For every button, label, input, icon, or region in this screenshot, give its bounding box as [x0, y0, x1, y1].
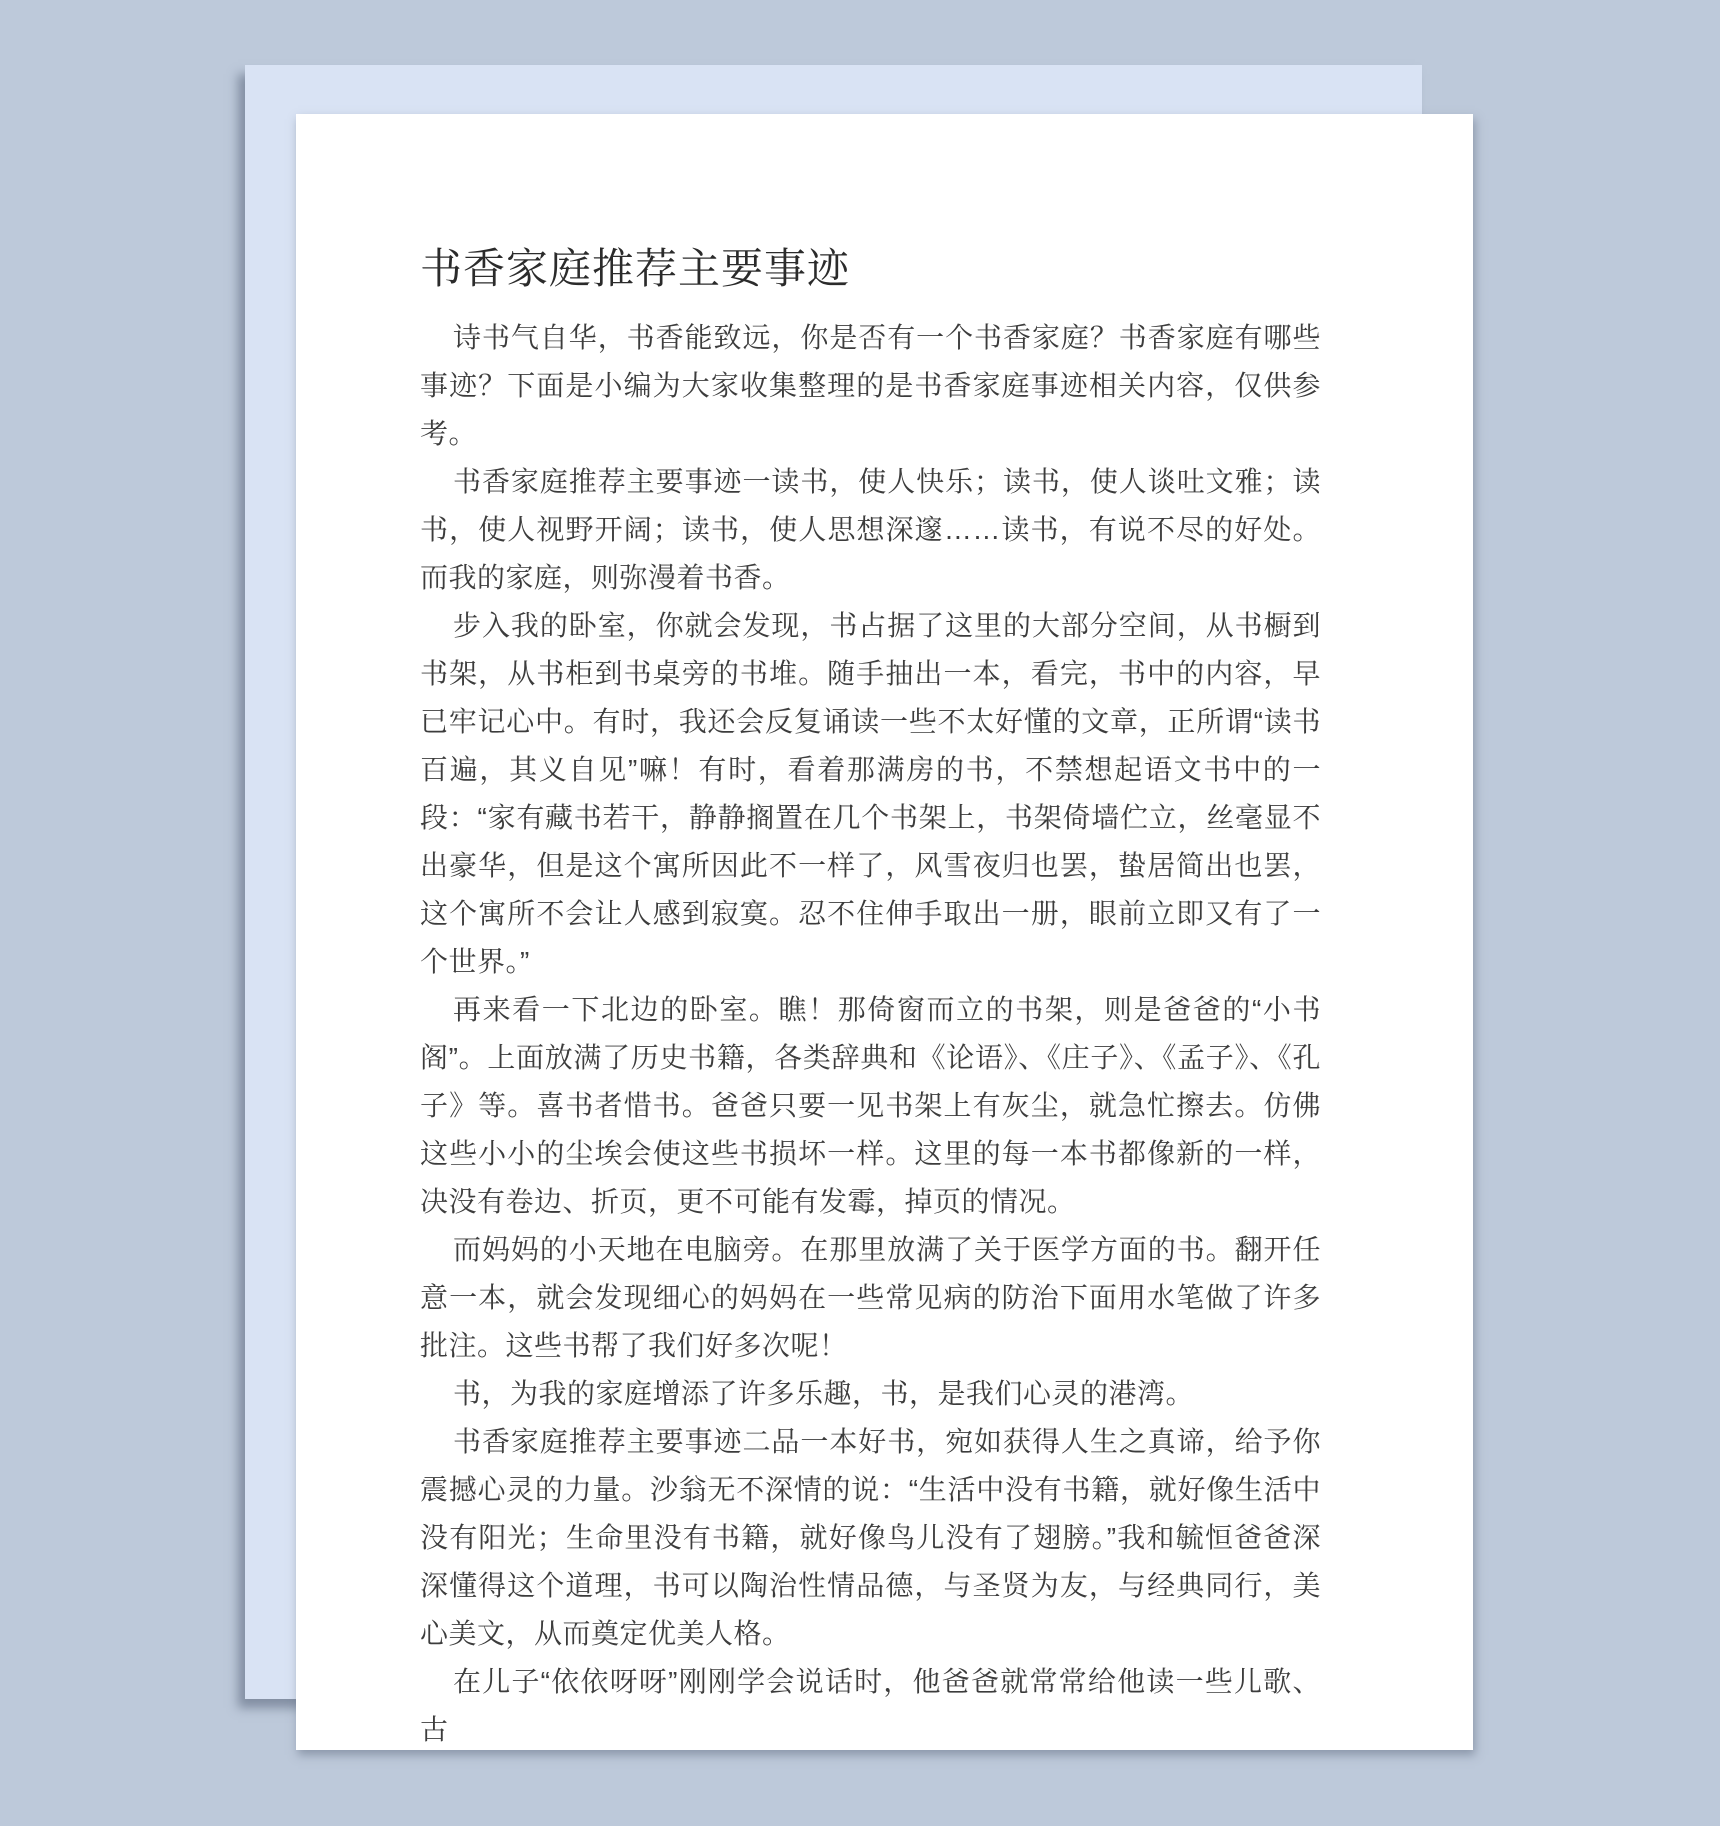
body-paragraph: 书香家庭推荐主要事迹二品一本好书，宛如获得人生之真谛，给予你震撼心灵的力量。沙翁无不深情的说：“生活中没有书籍，就好像生活中没有阳光；生命里没有书籍，就好像鸟儿没有了翅膀。”我和毓恒爸爸深深懂得这个道理，书可以陶治性情品德，与圣贤为友，与经典同行，美心美文，从而奠定优美人格。: [420, 1426, 1321, 1649]
body-paragraph: 诗书气自华，书香能致远，你是否有一个书香家庭？书香家庭有哪些事迹？下面是小编为大家收集整理的是书香家庭事迹相关内容，仅供参考。: [420, 322, 1321, 449]
document-body: [420, 314, 1321, 1754]
body-paragraph: 在儿子“依依呀呀”刚刚学会说话时，他爸爸就常常给他读一些儿歌、古: [420, 1666, 1321, 1745]
document-page: [296, 114, 1473, 1750]
body-paragraph: 而妈妈的小天地在电脑旁。在那里放满了关于医学方面的书。翻开任意一本，就会发现细心的妈妈在一些常见病的防治下面用水笔做了许多批注。这些书帮了我们好多次呢！: [420, 1234, 1321, 1361]
body-paragraph: 步入我的卧室，你就会发现，书占据了这里的大部分空间，从书橱到书架，从书柜到书桌旁的书堆。随手抽出一本，看完，书中的内容，早已牢记心中。有时，我还会反复诵读一些不太好懂的文章，正所谓“读书百遍，其义自见”嘛！有时，看着那满房的书，不禁想起语文书中的一段：“家有藏书若干，静静搁置在几个书架上，书架倚墙伫立，丝毫显不出豪华，但是这个寓所因此不一样了，风雪夜归也罢，蛰居简出也罢，这个寓所不会让人感到寂寞。忍不住伸手取出一册，眼前立即又有了一个世界。”: [420, 610, 1321, 977]
document-title: 书香家庭推荐主要事迹: [420, 245, 851, 292]
body-paragraph: 书，为我的家庭增添了许多乐趣，书，是我们心灵的港湾。: [453, 1378, 1195, 1409]
body-paragraph: 书香家庭推荐主要事迹一读书，使人快乐；读书，使人谈吐文雅；读书，使人视野开阔；读书，使人思想深邃……读书，有说不尽的好处。而我的家庭，则弥漫着书香。: [420, 466, 1321, 593]
body-paragraph: 再来看一下北边的卧室。瞧！那倚窗而立的书架，则是爸爸的“小书阁”。上面放满了历史书籍，各类辞典和《论语》、《庄子》、《孟子》、《孔子》等。喜书者惜书。爸爸只要一见书架上有灰尘，就急忙擦去。仿佛这些小小的尘埃会使这些书损坏一样。这里的每一本书都像新的一样，决没有卷边、折页，更不可能有发霉，掉页的情况。: [420, 994, 1321, 1217]
